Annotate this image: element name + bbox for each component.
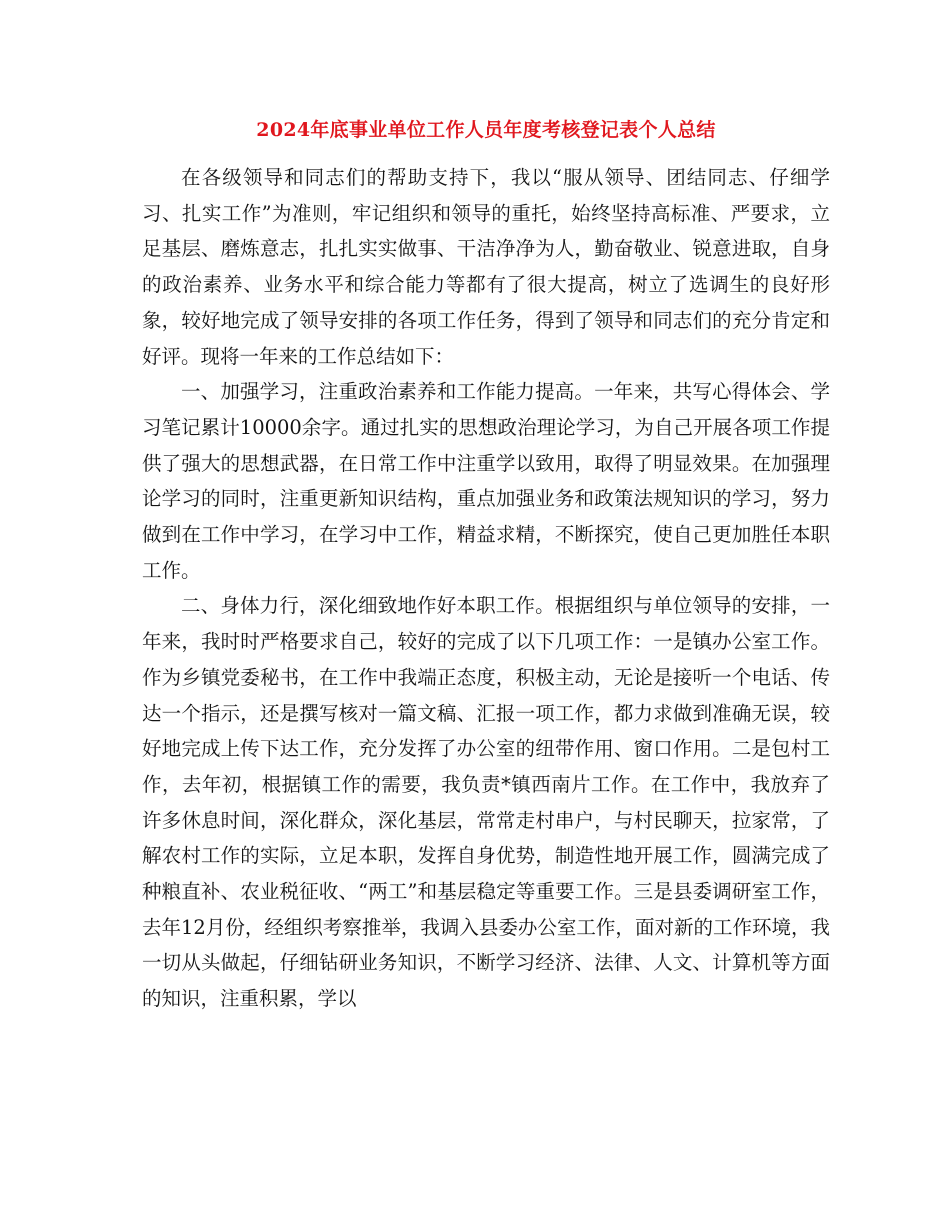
document-title: 2024年底事业单位工作人员年度考核登记表个人总结	[256, 119, 716, 141]
paragraph-section-2: 二、身体力行，深化细致地作好本职工作。根据组织与单位领导的安排，一年来，我时时严格要求自己，较好的完成了以下几项工作：一是镇办公室工作。作为乡镇党委秘书，在工作中我端正态度，积极主动，无论是接听一个电话、传达一个指示，还是撰写核对一篇文稿、汇报一项工作，都力求做到准确无误，较好地完成上传下达工作，充分发挥了办公室的纽带作用、窗口作用。二是包村工作，去年初，根据镇工作的需要，我负责*镇西南片工作。在工作中，我放弃了许多休息时间，深化群众，深化基层，常常走村串户，与村民聊天，拉家常，了解农村工作的实际，立足本职，发挥自身优势，制造性地开展工作，圆满完成了种粮直补、农业税征收、“两工”和基层稳定等重要工作。三是县委调研室工作，去年12月份，经组织考察推举，我调入县委办公室工作，面对新的工作环境，我一切从头做起，仔细钻研业务知识，不断学习经济、法律、人文、计算机等方面的知识，注重积累，学以	[142, 594, 830, 1011]
paragraph-intro: 在各级领导和同志们的帮助支持下，我以“服从领导、团结同志、仔细学习、扎实工作”为准则，牢记组织和领导的重托，始终坚持高标准、严要求，立足基层、磨炼意志，扎扎实实做事、干洁净净为人，勤奋敬业、锐意进取，自身的政治素养、业务水平和综合能力等都有了很大提高，树立了选调生的良好形象，较好地完成了领导安排的各项工作任务，得到了领导和同志们的充分肯定和好评。现将一年来的工作总结如下：	[142, 166, 830, 368]
paragraph-section-1: 一、加强学习，注重政治素养和工作能力提高。一年来，共写心得体会、学习笔记累计10000余字。通过扎实的思想政治理论学习，为自己开展各项工作提供了强大的思想武器，在日常工作中注重学以致用，取得了明显效果。在加强理论学习的同时，注重更新知识结构，重点加强业务和政策法规知识的学习，努力做到在工作中学习，在学习中工作，精益求精，不断探究，使自己更加胜任本职工作。	[142, 380, 830, 582]
